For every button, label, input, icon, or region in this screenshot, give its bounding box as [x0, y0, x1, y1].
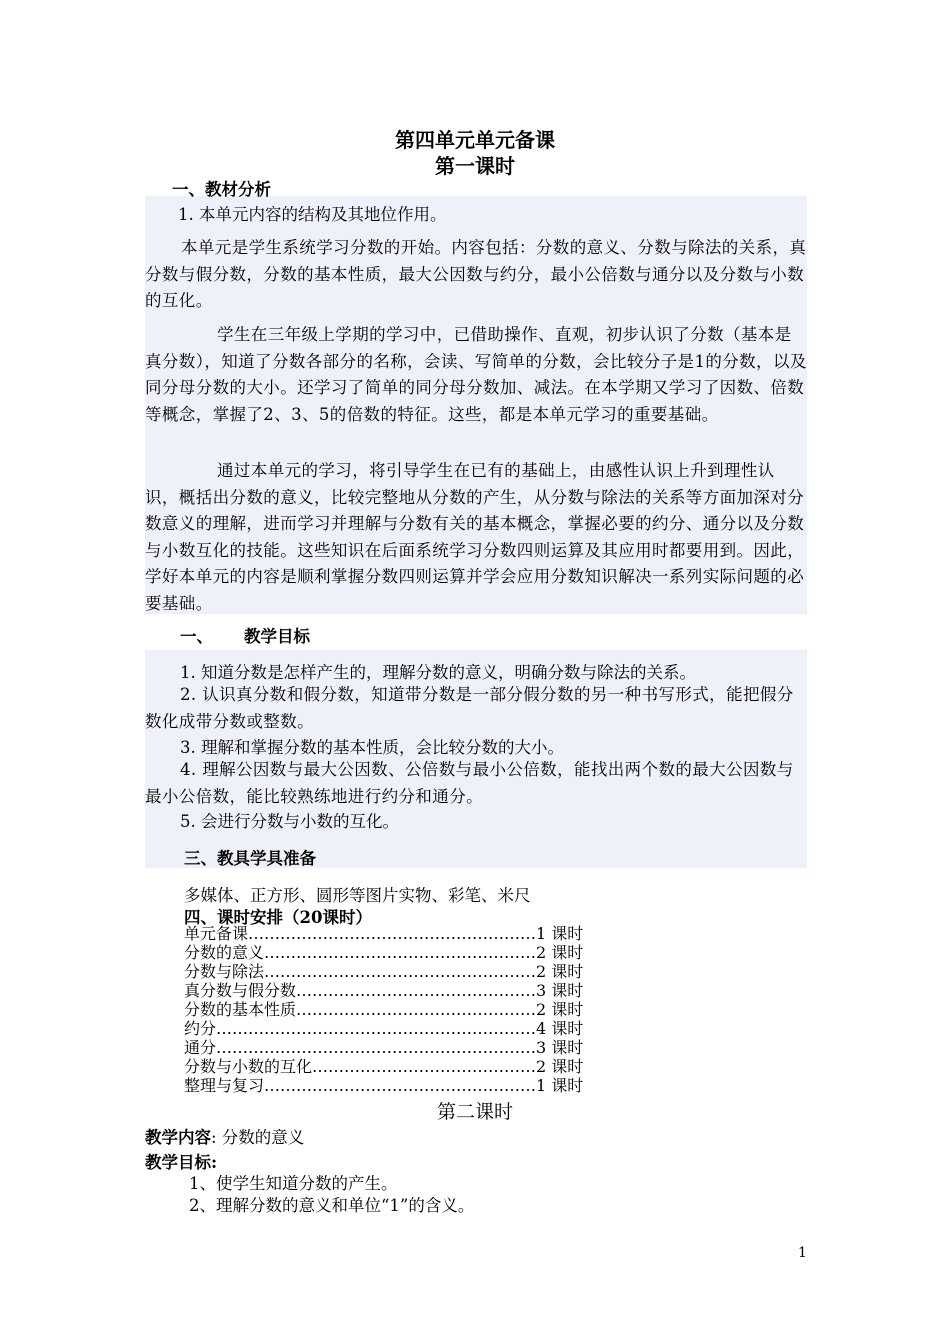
schedule-row: 分数与小数的互化……………………………………2 课时	[184, 1057, 584, 1076]
schedule-row: 单元备课………………………………………………1 课时	[184, 924, 584, 943]
goal-5: 5. 会进行分数与小数的互化。	[180, 812, 399, 831]
section1-para3: 通过本单元的学习，将引导学生在已有的基础上，由感性认识上升到理性认识，概括出分数的意义，比较完整地从分数的产生，从分数与除法的关系等方面加深对分数意义的理解，进而学习并理解与分数有关的基本概念，掌握必要的约分、通分以及分数与小数互化的技能。这些知识在后面系统学习分数四则运算及其应用时都要用到。因此，学好本单元的内容是顺利掌握分数四则运算并学会应用分数知识解决一系列实际问题的必要基础。	[145, 461, 805, 613]
schedule-row: 通分……………………………………………………3 课时	[184, 1038, 584, 1057]
goal-2: 2. 认识真分数和假分数，知道带分数是一部分假分数的另一种书写形式，能把假分数化成带分数或整数。	[145, 685, 794, 731]
doc-subtitle: 第一课时	[435, 154, 515, 178]
lesson2-goal-2: 2、理解分数的意义和单位“1”的含义。	[189, 1196, 475, 1215]
section4-heading: 四、课时安排（20课时）	[184, 908, 372, 927]
schedule-row: 真分数与假分数………………………………………3 课时	[184, 981, 584, 1000]
section2-heading: 教学目标	[244, 627, 310, 646]
page-number: 1	[798, 1245, 807, 1261]
lesson2-content	[145, 1124, 304, 1148]
schedule-row: 分数与除法……………………………………………2 课时	[184, 962, 584, 981]
lesson2-title: 第二课时	[436, 1101, 513, 1123]
schedule-row: 约分……………………………………………………4 课时	[184, 1019, 584, 1038]
section1-para2: 学生在三年级上学期的学习中，已借助操作、直观，初步认识了分数（基本是真分数），知道了分数各部分的名称，会读、写简单的分数，会比较分子是1的分数，以及同分母分数的大小。还学习了简单的同分母分数加、减法。在本学期又学习了因数、倍数等概念，掌握了2、3、5的倍数的特征。这些，都是本单元学习的重要基础。	[145, 325, 807, 424]
schedule-row: 分数的基本性质………………………………………2 课时	[184, 1000, 584, 1019]
section3-content: 多媒体、正方形、圆形等图片实物、彩笔、米尺	[184, 886, 531, 905]
lesson2-goal-1: 1、使学生知道分数的产生。	[189, 1174, 398, 1193]
doc-title: 第四单元单元备课	[395, 128, 555, 152]
section1-para1: 本单元是学生系统学习分数的开始。内容包括：分数的意义、分数与除法的关系，真分数与假分数，分数的基本性质，最大公因数与约分，最小公倍数与通分以及分数与小数的互化。	[145, 238, 807, 310]
goal-4: 4. 理解公因数与最大公因数、公倍数与最小公倍数，能找出两个数的最大公因数与最小公倍数，能比较熟练地进行约分和通分。	[145, 760, 794, 806]
schedule-row: 分数的意义……………………………………………2 课时	[184, 943, 584, 962]
section1-heading: 一、教材分析	[172, 180, 271, 199]
schedule-row: 整理与复习……………………………………………1 课时	[184, 1076, 584, 1095]
lesson2-content-label: 教学内容	[145, 1128, 211, 1147]
section1-item1: 1. 本单元内容的结构及其地位作用。	[178, 205, 447, 224]
lesson2-content-value: : 分数的意义	[211, 1128, 305, 1147]
section2-heading-num: 一、	[180, 627, 213, 646]
goal-3: 3. 理解和掌握分数的基本性质，会比较分数的大小。	[180, 738, 564, 757]
goal-1: 1. 知道分数是怎样产生的，理解分数的意义，明确分数与除法的关系。	[180, 663, 696, 682]
section3-heading: 三、教具学具准备	[184, 849, 316, 868]
lesson2-goals-label: 教学目标:	[145, 1153, 218, 1172]
